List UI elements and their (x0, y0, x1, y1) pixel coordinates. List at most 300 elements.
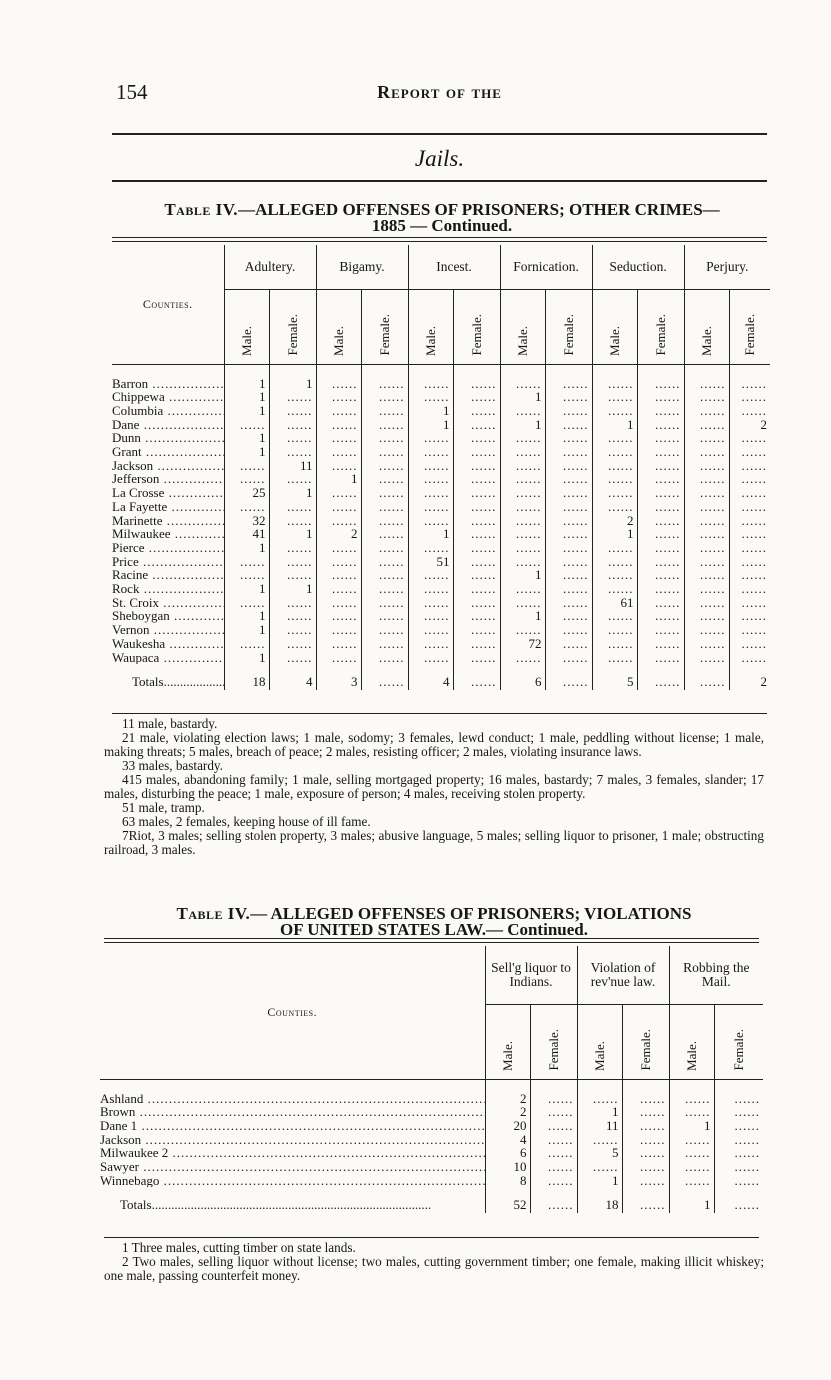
table-cell (622, 1119, 669, 1133)
table-cell (592, 472, 637, 486)
table-row (112, 541, 770, 555)
subheader-label: Male. (499, 1040, 515, 1071)
table-cell (637, 445, 684, 459)
table-cell (684, 500, 729, 514)
table1-top-rule (112, 237, 767, 238)
subheader-label: Male. (330, 325, 346, 356)
totals-row (100, 1187, 763, 1213)
table-cell (729, 514, 770, 528)
table-cell (408, 445, 453, 459)
table-cell (622, 1146, 669, 1160)
table-cell (577, 1133, 622, 1147)
table-cell (729, 623, 770, 637)
subheader-label: Male. (683, 1040, 699, 1071)
table-cell (729, 568, 770, 582)
table-cell (500, 596, 545, 610)
subheader-label: Female. (730, 1028, 746, 1071)
table-cell (453, 568, 500, 582)
table-cell: 1 (224, 582, 269, 596)
table-row (112, 486, 770, 500)
totals-row (112, 664, 770, 690)
table-cell (361, 364, 408, 390)
table-cell (408, 364, 453, 390)
table-cell (316, 541, 361, 555)
table-cell (453, 514, 500, 528)
table-cell (361, 486, 408, 500)
table-cell (408, 459, 453, 473)
county-name: Dane ..... (112, 418, 224, 432)
table-cell (500, 541, 545, 555)
table-cell (500, 500, 545, 514)
section-rule (112, 180, 767, 182)
table-cell (500, 555, 545, 569)
table-cell (269, 651, 316, 665)
table-cell (637, 364, 684, 390)
table-cell: 1 (577, 1174, 622, 1188)
table-cell (269, 500, 316, 514)
total-cell: 4 (269, 664, 316, 690)
subheader-label: Male. (606, 325, 622, 356)
table-cell (637, 418, 684, 432)
table-cell: 1 (269, 527, 316, 541)
county-name: Brown ..... (100, 1105, 485, 1119)
table-cell (545, 623, 592, 637)
table-cell: 5 (577, 1146, 622, 1160)
table-cell (361, 514, 408, 528)
table-cell (408, 637, 453, 651)
table-cell (592, 623, 637, 637)
table-cell (453, 582, 500, 596)
table-cell (408, 390, 453, 404)
table-cell (545, 431, 592, 445)
table-cell (224, 418, 269, 432)
footnote: 2 Two males, selling liquor without license; two males, cutting government timber; one female, making illicit whiskey; one male, passing counterfeit money. (104, 1254, 764, 1283)
table-cell (592, 459, 637, 473)
table-cell (361, 609, 408, 623)
table-cell (684, 637, 729, 651)
table-cell (530, 1119, 577, 1133)
running-title: Report of the (377, 82, 502, 102)
total-cell (453, 664, 500, 690)
table-cell (408, 541, 453, 555)
table2-male-header (577, 1004, 622, 1079)
table-row (100, 1079, 763, 1105)
county-name: Jefferson ..... (112, 472, 224, 486)
table-cell (500, 651, 545, 665)
table-cell (729, 637, 770, 651)
table-cell (361, 568, 408, 582)
table-cell (500, 582, 545, 596)
county-name: Winnebago ..... (100, 1174, 485, 1188)
county-name: Jackson ..... (100, 1133, 485, 1147)
table1-group-header: Seduction. (592, 245, 684, 289)
table-cell (453, 651, 500, 665)
table-cell (592, 500, 637, 514)
totals-label: Totals ..... (112, 664, 224, 690)
table-cell (269, 568, 316, 582)
table-cell: 8 (485, 1174, 530, 1188)
table-cell (269, 445, 316, 459)
table-cell (684, 472, 729, 486)
table-row (100, 1146, 763, 1160)
table-cell (361, 527, 408, 541)
table-cell (453, 541, 500, 555)
table-cell (453, 404, 500, 418)
table-cell (669, 1146, 714, 1160)
table-cell (361, 637, 408, 651)
table-cell (684, 486, 729, 500)
table-cell (500, 486, 545, 500)
table-cell (729, 390, 770, 404)
total-cell (637, 664, 684, 690)
subheader-label: Male. (238, 325, 254, 356)
table-cell (361, 445, 408, 459)
table-cell (637, 500, 684, 514)
table-cell (408, 486, 453, 500)
table1-male-header (316, 289, 361, 364)
table-cell (408, 431, 453, 445)
table-cell (684, 609, 729, 623)
table-cell: 72 (500, 637, 545, 651)
table-cell (408, 582, 453, 596)
county-name: Dane 1 ..... (100, 1119, 485, 1133)
table-cell (622, 1160, 669, 1174)
table-cell (500, 445, 545, 459)
total-cell (622, 1187, 669, 1213)
table-row (112, 431, 770, 445)
county-name: Waukesha ..... (112, 637, 224, 651)
table-cell (592, 541, 637, 555)
table-cell (684, 431, 729, 445)
table-cell (592, 568, 637, 582)
table-cell (316, 582, 361, 596)
total-cell (684, 664, 729, 690)
table2-county-header: Counties. (100, 946, 485, 1079)
table-row (100, 1105, 763, 1119)
table-cell (684, 582, 729, 596)
table-cell (316, 390, 361, 404)
table2-title-line2: OF UNITED STATES LAW.— Continued. (280, 920, 588, 939)
county-name: Pierce ..... (112, 541, 224, 555)
table-row (112, 390, 770, 404)
table-cell (637, 486, 684, 500)
table-cell (408, 651, 453, 665)
table-cell: 10 (485, 1160, 530, 1174)
table-cell: 1 (592, 527, 637, 541)
table-row (100, 1133, 763, 1147)
table-cell (316, 500, 361, 514)
table-cell (592, 637, 637, 651)
table-cell (729, 582, 770, 596)
table-row (112, 445, 770, 459)
table1-male-header (684, 289, 729, 364)
table-cell (316, 568, 361, 582)
table-cell (408, 472, 453, 486)
table1-male-header (408, 289, 453, 364)
table-cell (269, 596, 316, 610)
table-cell (592, 364, 637, 390)
table-cell (729, 541, 770, 555)
table-cell (453, 390, 500, 404)
table-cell (224, 472, 269, 486)
table-cell (545, 500, 592, 514)
table-cell: 1 (269, 486, 316, 500)
table-cell (316, 596, 361, 610)
table-cell (592, 609, 637, 623)
table-cell (545, 472, 592, 486)
table-cell (729, 500, 770, 514)
table-cell (545, 390, 592, 404)
table-cell (530, 1160, 577, 1174)
table-cell (269, 555, 316, 569)
table-cell (316, 404, 361, 418)
table-row (112, 459, 770, 473)
table-cell (729, 364, 770, 390)
table-cell (500, 431, 545, 445)
table-row (112, 514, 770, 528)
table-cell (530, 1105, 577, 1119)
table-cell (669, 1133, 714, 1147)
footnote: 415 males, abandoning family; 1 male, selling mortgaged property; 16 males, bastardy; 7 males, 3 females, slander; 17 males, disturbing the peace; 1 male, exposure of person; 4 males, receiving stolen property. (104, 772, 764, 801)
table-cell (545, 568, 592, 582)
table-cell: 1 (408, 418, 453, 432)
table2-bottom-rule (104, 1237, 759, 1238)
table-cell (729, 459, 770, 473)
table-cell (453, 623, 500, 637)
total-cell: 2 (729, 664, 770, 690)
table-cell (729, 472, 770, 486)
total-cell: 52 (485, 1187, 530, 1213)
table-cell (361, 390, 408, 404)
table-cell (684, 418, 729, 432)
table-cell (622, 1174, 669, 1188)
county-name: La Fayette ..... (112, 500, 224, 514)
subheader-label: Female. (741, 313, 757, 356)
table-cell (269, 637, 316, 651)
table-cell (500, 472, 545, 486)
table-cell (224, 568, 269, 582)
table-cell (500, 404, 545, 418)
table-row (112, 582, 770, 596)
table-cell (224, 459, 269, 473)
footnote: 63 males, 2 females, keeping house of ill fame. (122, 814, 371, 829)
table-cell (316, 514, 361, 528)
table-cell (530, 1174, 577, 1188)
table-cell: 2 (485, 1105, 530, 1119)
table-cell: 1 (224, 445, 269, 459)
table-cell (714, 1146, 763, 1160)
table-cell (729, 609, 770, 623)
footnote: 11 male, bastardy. (122, 716, 218, 731)
table-cell: 6 (485, 1146, 530, 1160)
table-cell (500, 364, 545, 390)
table-cell (269, 514, 316, 528)
table-cell (361, 582, 408, 596)
table-cell (669, 1079, 714, 1105)
table1-female-header (637, 289, 684, 364)
table-cell: 1 (224, 431, 269, 445)
table-cell (316, 431, 361, 445)
table-cell (592, 555, 637, 569)
table-cell (361, 541, 408, 555)
table-cell (316, 418, 361, 432)
subheader-label: Female. (284, 313, 300, 356)
table-cell: 1 (500, 568, 545, 582)
table-cell (669, 1105, 714, 1119)
subheader-label: Female. (545, 1028, 561, 1071)
table-cell (269, 541, 316, 555)
table-cell (316, 459, 361, 473)
table-cell (500, 459, 545, 473)
table-cell (592, 651, 637, 665)
table2-footnotes (104, 1241, 764, 1283)
table2-group-header: Robbing the Mail. (669, 946, 763, 1004)
table-cell (729, 431, 770, 445)
table-cell (545, 418, 592, 432)
county-name: La Crosse ..... (112, 486, 224, 500)
table-row (112, 364, 770, 390)
total-cell: 3 (316, 664, 361, 690)
table-cell (316, 364, 361, 390)
table-cell (622, 1133, 669, 1147)
table-cell (545, 637, 592, 651)
table2-group-header: Violation of rev'nue law. (577, 946, 669, 1004)
table-cell: 61 (592, 596, 637, 610)
table-cell (545, 555, 592, 569)
table-cell (637, 609, 684, 623)
table-cell (684, 555, 729, 569)
footnote: 51 male, tramp. (122, 800, 205, 815)
table-cell (684, 364, 729, 390)
table-cell (577, 1079, 622, 1105)
table-cell (408, 609, 453, 623)
table-cell (224, 555, 269, 569)
table1-title: Table IV.—ALLEGED OFFENSES OF PRISONERS; OTHER CRIMES— (164, 200, 720, 219)
table-cell (545, 527, 592, 541)
table-cell (637, 555, 684, 569)
table1-footnotes (104, 717, 764, 857)
total-cell (530, 1187, 577, 1213)
table-cell (684, 541, 729, 555)
table-cell (637, 651, 684, 665)
total-cell: 18 (224, 664, 269, 690)
subheader-label: Female. (560, 313, 576, 356)
table-cell (545, 514, 592, 528)
table-cell (545, 651, 592, 665)
table-cell (637, 623, 684, 637)
table-cell (714, 1174, 763, 1188)
table-row (112, 404, 770, 418)
table-cell (545, 609, 592, 623)
table-cell (545, 486, 592, 500)
table-cell (224, 500, 269, 514)
subheader-label: Female. (376, 313, 392, 356)
table-cell (500, 527, 545, 541)
table-row (112, 637, 770, 651)
total-cell: 18 (577, 1187, 622, 1213)
footnote: 33 males, bastardy. (122, 758, 223, 773)
table-cell (669, 1160, 714, 1174)
table-cell: 1 (224, 404, 269, 418)
table-cell (316, 637, 361, 651)
table-cell: 1 (224, 651, 269, 665)
table-cell (637, 637, 684, 651)
table1-group-header: Perjury. (684, 245, 770, 289)
table2-top-rule (104, 938, 759, 939)
county-name: St. Croix ..... (112, 596, 224, 610)
total-cell (545, 664, 592, 690)
table-cell (530, 1146, 577, 1160)
footnote: 1 Three males, cutting timber on state lands. (122, 1240, 356, 1255)
table-cell (500, 514, 545, 528)
table-cell: 1 (224, 364, 269, 390)
table2-top-rule-2 (104, 942, 759, 943)
table-cell: 4 (485, 1133, 530, 1147)
table1-group-header: Fornication. (500, 245, 592, 289)
subheader-label: Male. (698, 325, 714, 356)
table-cell (714, 1079, 763, 1105)
table-cell (453, 500, 500, 514)
table1-female-header (545, 289, 592, 364)
table-cell (408, 568, 453, 582)
table-row (112, 527, 770, 541)
county-name: Ashland ..... (100, 1079, 485, 1105)
table-cell (684, 514, 729, 528)
table-cell (622, 1079, 669, 1105)
table1-male-header (500, 289, 545, 364)
table2-male-header (485, 1004, 530, 1079)
table-cell: 1 (592, 418, 637, 432)
table-cell (361, 500, 408, 514)
table2-title: Table IV.— ALLEGED OFFENSES OF PRISONERS; VIOLATIONS (176, 904, 692, 923)
county-name: Sheboygan ..... (112, 609, 224, 623)
table-row (112, 609, 770, 623)
table-cell (408, 500, 453, 514)
table-cell: 1 (408, 527, 453, 541)
table-row (112, 500, 770, 514)
total-cell (361, 664, 408, 690)
table-cell: 1 (224, 541, 269, 555)
table-cell (729, 555, 770, 569)
total-cell: 6 (500, 664, 545, 690)
table2-group-header: Sell'g liquor to Indians. (485, 946, 577, 1004)
table-cell (361, 651, 408, 665)
county-name: Price ..... (112, 555, 224, 569)
table1 (112, 245, 770, 690)
table-cell (453, 364, 500, 390)
table1-female-header (361, 289, 408, 364)
table-cell: 41 (224, 527, 269, 541)
table1-group-header: Bigamy. (316, 245, 408, 289)
table-cell: 1 (269, 364, 316, 390)
table-cell (361, 596, 408, 610)
table2-female-header (622, 1004, 669, 1079)
table-cell (684, 623, 729, 637)
header-rule (112, 133, 767, 135)
county-name: Marinette ..... (112, 514, 224, 528)
table-cell (637, 431, 684, 445)
table-cell: 1 (500, 390, 545, 404)
table1-group-header: Adultery. (224, 245, 316, 289)
table-cell (453, 445, 500, 459)
total-cell: 5 (592, 664, 637, 690)
table-cell (637, 527, 684, 541)
total-cell: 4 (408, 664, 453, 690)
table1-top-rule-2 (112, 241, 767, 242)
table-cell (592, 431, 637, 445)
table-cell (714, 1105, 763, 1119)
table-cell (316, 623, 361, 637)
